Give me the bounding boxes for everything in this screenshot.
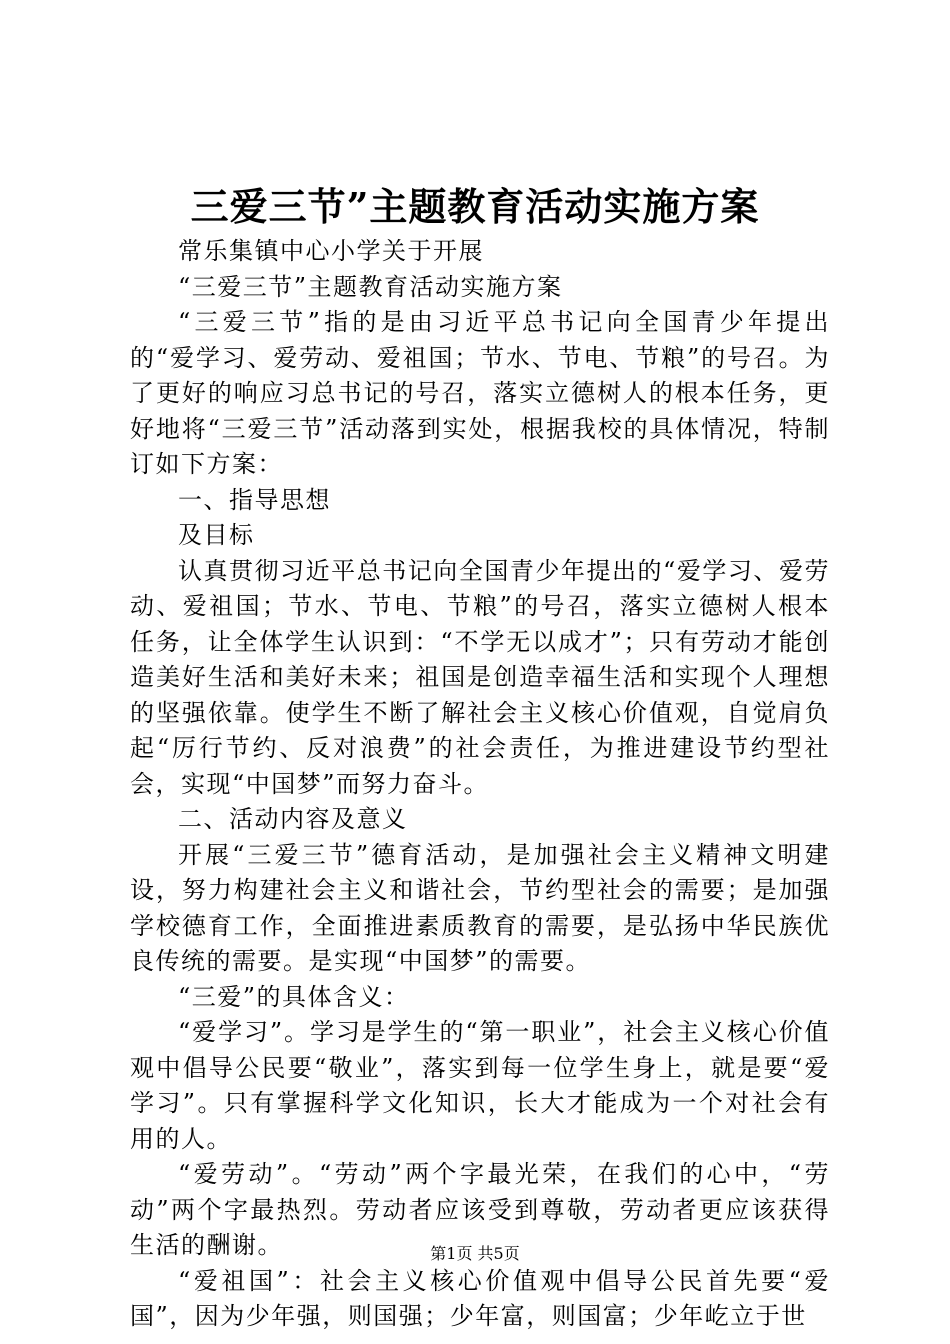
paragraph-three-loves-heading: “三爱”的具体含义： xyxy=(178,982,410,1011)
document-title: 三爱三节”主题教育活动实施方案 xyxy=(190,184,760,229)
document-body xyxy=(130,234,830,1335)
section-heading-activity-content: 二、活动内容及意义 xyxy=(178,805,408,833)
paragraph-school-name: 常乐集镇中心小学关于开展 xyxy=(178,237,484,265)
paragraph-plan-title: “三爱三节”主题教育活动实施方案 xyxy=(178,272,563,301)
section-heading-guiding-ideology: 一、指导思想 xyxy=(178,485,331,514)
section-heading-goals: 及目标 xyxy=(178,521,255,549)
paragraph-guiding-ideology: 认真贯彻习近平总书记向全国青少年提出的“爱学习、爱劳动、爱祖国；节水、节电、节粮”的号召，落实立德树人根本任务，让全体学生认识到：“不学无以成才”；只有劳动才能创造美好生活和美好未来；祖国是创造幸福生活和实现个人理想的坚强依靠。使学生不断了解社会主义核心价值观，自觉肩负起“厉行节约、反对浪费”的社会责任，为推进建设节约型社会，实现“中国梦”而努力奋斗。 xyxy=(130,556,830,798)
paragraph-intro: “三爱三节”指的是由习近平总书记向全国青少年提出的“爱学习、爱劳动、爱祖国；节水、节电、节粮”的号召。为了更好的响应习总书记的号召，落实立德树人的根本任务，更好地将“三爱三节”活动落到实处，根据我校的具体情况，特制订如下方案： xyxy=(130,308,830,478)
paragraph-love-learning: “爱学习”。学习是学生的“第一职业”，社会主义核心价值观中倡导公民要“敬业”，落实到每一位学生身上，就是要“爱学习”。只有掌握科学文化知识，长大才能成为一个对社会有用的人。 xyxy=(130,1018,830,1153)
page-footer: 第1页 共5页 xyxy=(430,1244,520,1263)
paragraph-love-labor: “爱劳动”。“劳动”两个字最光荣，在我们的心中，“劳动”两个字最热烈。劳动者应该受到尊敬，劳动者更应该获得生活的酬谢。 xyxy=(130,1160,830,1259)
paragraph-activity-significance: 开展“三爱三节”德育活动，是加强社会主义精神文明建设，努力构建社会主义和谐社会，节约型社会的需要；是加强学校德育工作，全面推进素质教育的需要，是弘扬中华民族优良传统的需要。是实现“中国梦”的需要。 xyxy=(130,840,830,975)
paragraph-love-country: “爱祖国”：社会主义核心价值观中倡导公民首先要“爱国”，因为少年强，则国强；少年富，则国富；少年屹立于世 xyxy=(130,1266,830,1330)
